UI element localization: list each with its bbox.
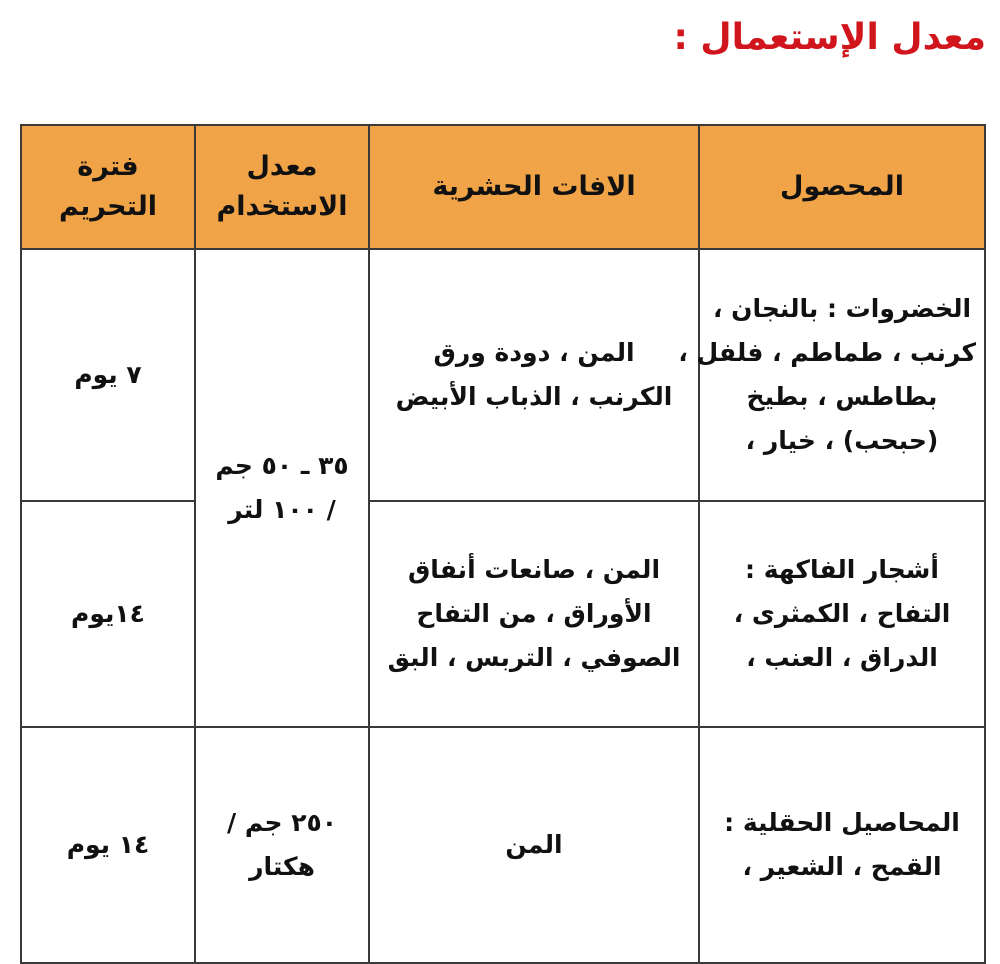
table-row <box>21 249 985 501</box>
crop-line: (حبحب) ، خيار ، <box>745 426 939 455</box>
crop-line: الخضروات : بالنجان ، <box>712 294 972 323</box>
header-rate-line: معدل <box>246 151 318 182</box>
crop-line: الدراق ، العنب ، <box>746 643 938 672</box>
header-rate <box>195 125 369 249</box>
table-header-row <box>21 125 985 249</box>
rate-line: / ١٠٠ لتر <box>228 495 336 524</box>
crop-cell <box>699 501 985 727</box>
pests-line: الصوفي ، التربس ، البق <box>387 643 681 672</box>
pests-line: الكرنب ، الذباب الأبيض <box>395 382 673 411</box>
crop-cell <box>699 727 985 963</box>
rate-line: ٢٥٠ جم / <box>227 808 337 837</box>
crop-line: المحاصيل الحقلية : <box>724 808 960 837</box>
header-pests: الافات الحشرية <box>369 125 699 249</box>
phi-cell: ١٤يوم <box>21 501 195 727</box>
pests-line: المن ، صانعات أنفاق <box>407 555 661 584</box>
pests-line: المن <box>505 830 563 859</box>
crop-line: القمح ، الشعير ، <box>742 852 942 881</box>
rate-line: ٣٥ ـ ٥٠ جم <box>215 451 349 480</box>
shared-rate-cell <box>195 249 369 727</box>
pests-line: المن ، دودة ورق <box>433 338 635 367</box>
header-phi-line: فترة <box>77 151 139 182</box>
header-phi <box>21 125 195 249</box>
crop-line: أشجار الفاكهة : <box>745 555 939 584</box>
header-phi-line: التحريم <box>59 191 157 222</box>
rate-line: هكتار <box>249 852 315 881</box>
pests-cell <box>369 501 699 727</box>
pests-cell <box>369 727 699 963</box>
table-row <box>21 727 985 963</box>
crop-line: بطاطس ، بطيخ <box>746 382 938 411</box>
header-rate-line: الاستخدام <box>216 191 348 222</box>
table-row <box>21 501 985 727</box>
crop-cell <box>678 249 985 501</box>
section-heading: معدل الإستعمال : <box>673 17 986 58</box>
usage-rate-table <box>20 124 986 964</box>
pests-cell <box>369 249 699 501</box>
crop-line: كرنب ، طماطم ، فلفل ، <box>678 338 976 367</box>
phi-cell: ٧ يوم <box>21 249 195 501</box>
rate-cell <box>195 727 369 963</box>
pests-line: الأوراق ، من التفاح <box>416 599 652 628</box>
header-crop: المحصول <box>699 125 985 249</box>
phi-cell: ١٤ يوم <box>21 727 195 963</box>
crop-line: التفاح ، الكمثرى ، <box>733 599 951 628</box>
